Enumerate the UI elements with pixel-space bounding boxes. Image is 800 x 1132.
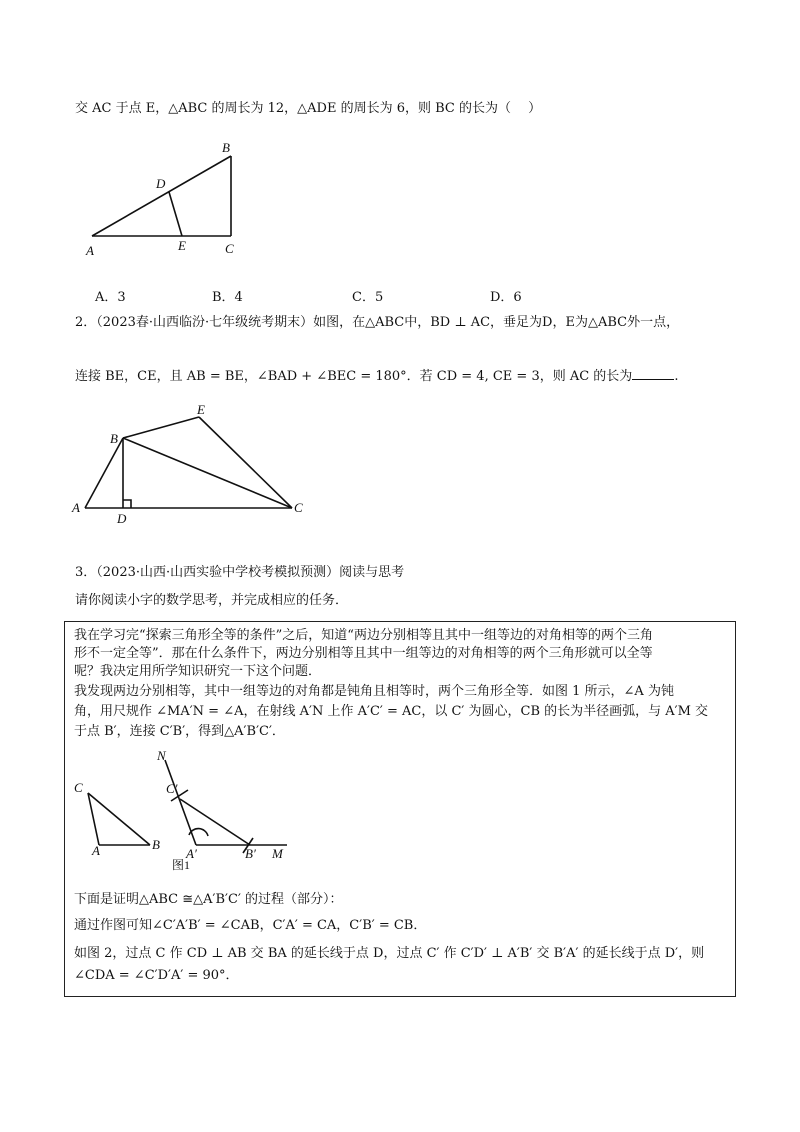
box-line-1: 我在学习完“探索三角形全等的条件”之后，知道“两边分别相等且其中一组等边的对角相等的两个三角 xyxy=(74,628,653,643)
q1-segment-de xyxy=(169,192,182,236)
fig1-label-a: A xyxy=(92,843,100,858)
q2-label-a: A xyxy=(72,500,80,515)
fig1-label-c: C xyxy=(74,780,83,795)
q1-option-d: D．6 xyxy=(490,290,522,305)
q2-segment-ab xyxy=(85,438,123,508)
q1-option-a: A．3 xyxy=(95,290,126,305)
box-line-6: 于点 B′，连接 C′B′，得到△A′B′C′． xyxy=(74,724,285,739)
q2-segment-bc xyxy=(123,438,292,508)
q1-label-b: B xyxy=(222,140,230,155)
q2-label-d: D xyxy=(117,511,127,526)
q3-intro: 请你阅读小字的数学思考，并完成相应的任务． xyxy=(75,593,349,608)
q1-option-b: B．4 xyxy=(212,290,243,305)
box-line-3: 呢？我决定用所学知识研究一下这个问题． xyxy=(74,664,322,679)
q1-label-e: E xyxy=(178,238,186,253)
fig1-label-b: B xyxy=(152,837,160,852)
q2-right-angle-mark xyxy=(123,500,131,508)
q2-label-b: B xyxy=(110,431,118,446)
proof-line-2: 通过作图可知∠C′A′B′ = ∠CAB，C′A′ = CA，C′B′ = CB． xyxy=(74,918,427,933)
fig1-caption: 图1 xyxy=(172,858,191,872)
box-line-5: 角，用尺规作 ∠MA′N = ∠A，在射线 A′N 上作 A′C′ = AC，以 C′ 为圆心，CB 的长为半径画弧，与 A′M 交 xyxy=(74,704,709,719)
fig1-label-a-prime: A′ xyxy=(186,846,197,861)
q2-line-2 xyxy=(75,367,678,386)
q2-label-c: C xyxy=(294,500,303,515)
box-line-4: 我发现两边分别相等，其中一组等边的对角都是钝角且相等时，两个三角形全等．如图 1 所示，∠A 为钝 xyxy=(74,684,674,699)
q1-label-a: A xyxy=(86,243,94,258)
q2-line-1: 2．（2023春·山西临汾·七年级统考期末）如图，在△ABC中，BD ⊥ AC，垂足为D，E为△ABC外一点， xyxy=(75,315,680,330)
fig1-label-b-prime: B′ xyxy=(245,846,256,861)
q2-line-2-text: 连接 BE，CE，且 AB = BE，∠BAD + ∠BEC = 180°．若 CD = 4, CE = 3，则 AC 的长为 xyxy=(75,369,633,384)
proof-line-4: ∠CDA = ∠C′D′A′ = 90°． xyxy=(74,968,239,983)
q1-option-c: C．5 xyxy=(352,290,384,305)
q1-label-d: D xyxy=(156,176,166,191)
q2-segment-be xyxy=(123,417,199,438)
q2-segment-ec xyxy=(199,417,292,508)
q1-label-c: C xyxy=(225,241,234,256)
fig1-label-n: N xyxy=(157,748,166,763)
q1-segment-ab xyxy=(92,156,231,236)
q3-heading: 3．（2023·山西·山西实验中学校考模拟预测）阅读与思考 xyxy=(75,565,405,580)
q2-answer-blank xyxy=(632,367,674,380)
fig1-label-m: M xyxy=(272,846,283,861)
proof-line-1: 下面是证明△ABC ≅△A′B′C′ 的过程（部分）： xyxy=(74,892,343,907)
q1-stem: 交 AC 于点 E，△ABC 的周长为 12，△ADE 的周长为 6，则 BC 的长为（ ） xyxy=(75,101,542,116)
proof-line-3: 如图 2，过点 C 作 CD ⊥ AB 交 BA 的延长线于点 D，过点 C′ 作 C′D′ ⊥ A′B′ 交 B′A′ 的延长线于点 D′，则 xyxy=(74,946,705,961)
box-line-2: 形不一定全等”．那在什么条件下，两边分别相等且其中一组等边的对角相等的两个三角形就可以全等 xyxy=(74,646,653,661)
fig1-label-c-prime: C′ xyxy=(166,781,178,796)
q2-label-e: E xyxy=(197,402,205,417)
q2-line-2-end: . xyxy=(674,369,679,384)
